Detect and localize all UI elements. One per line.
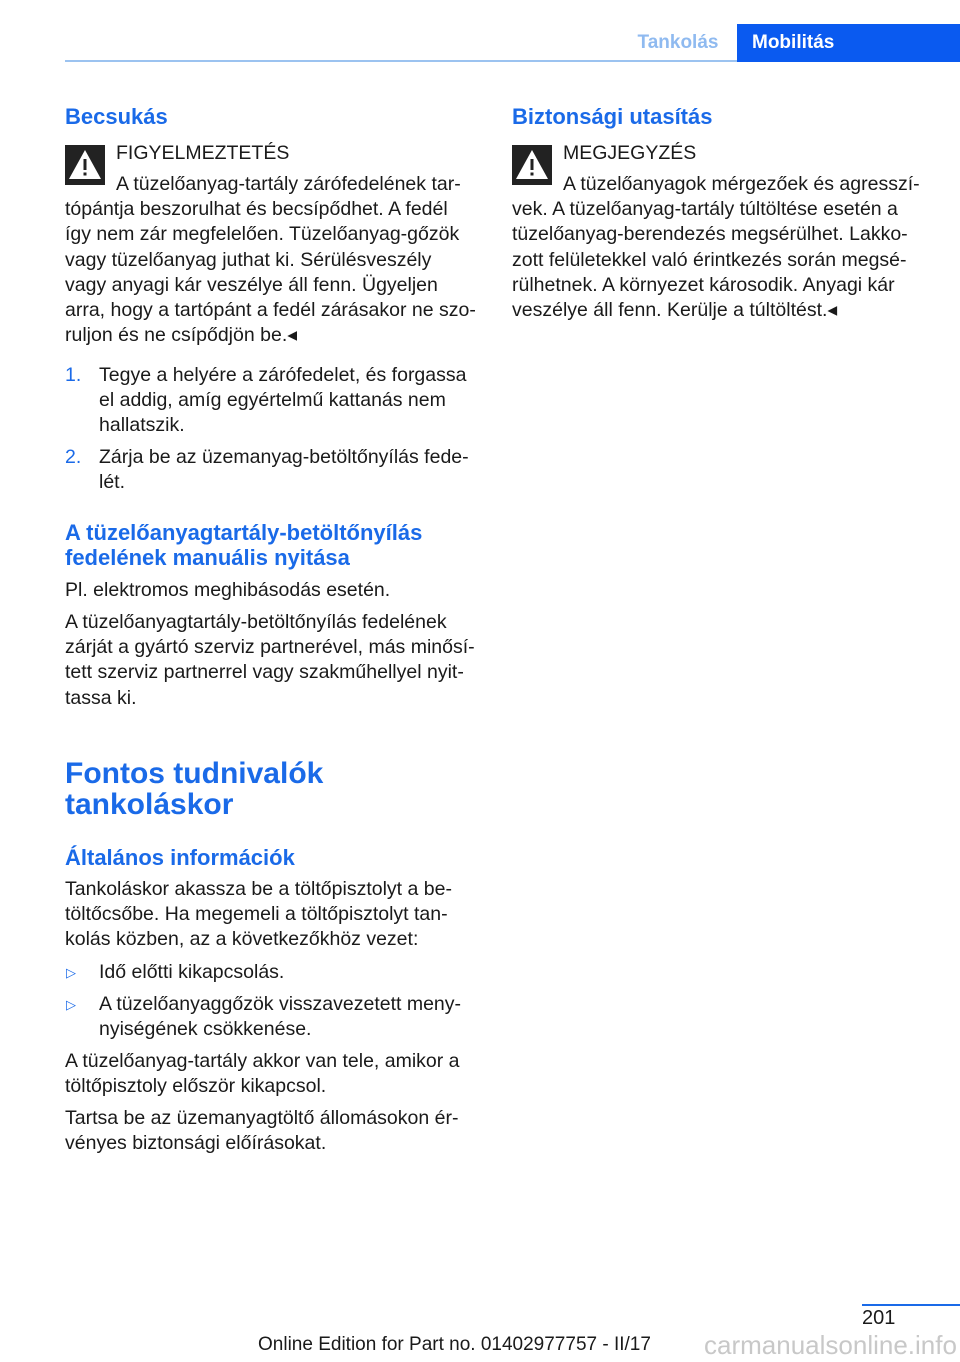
tab-tankolas[interactable]: Tankolás	[637, 32, 719, 53]
watermark: carmanualsonline.info	[704, 1330, 957, 1360]
page-number: 201	[862, 1307, 896, 1329]
paragraph: Tartsa be az üzemanyagtöltő állomásokon ér- vényes biztonsági előírásokat.	[65, 1107, 459, 1155]
step-number: 2.	[65, 446, 82, 468]
paragraph: A tüzelőanyag-tartály akkor van tele, amikor a töltőpisztoly először kikapcsol.	[65, 1050, 460, 1098]
bullet-text: A tüzelőanyaggőzök visszavezetett meny- nyiségének csökkenése.	[99, 993, 462, 1041]
tab-mobilitas[interactable]: Mobilitás	[737, 24, 960, 62]
paragraph: A tüzelőanyagtartály-betöltőnyílás fedelének zárját a gyártó szerviz partnerével, más minősí- tett szerviz partnerrel vagy szakműhellyel nyit- tassa ki.	[65, 611, 475, 709]
heading-manual-open: A tüzelőanyagtartály-betöltőnyílás fedelének manuális nyitása	[65, 520, 423, 570]
bullet-triangle-icon: ▷	[66, 965, 76, 980]
paragraph: Pl. elektromos meghibásodás esetén.	[65, 579, 391, 601]
warning-label: FIGYELMEZTETÉS	[116, 142, 290, 164]
note-text: A tüzelőanyagok mérgezőek és agresszí- vek. A tüzelőanyag-tartály túltöltése esetén a tüzelőanyag-berendezés megsérülhet. Lakko- zott felületekkel való érintkezés során megsé- rülhetnek. A környezet károsodik. Anyagi kár veszélye áll fenn. Kerülje a túltöltést.◂	[512, 173, 920, 322]
section-title: Fontos tudnivalók tankoláskor	[65, 757, 324, 821]
heading-safety: Biztonsági utasítás	[512, 104, 713, 129]
heading-close: Becsukás	[65, 104, 168, 129]
bullet-triangle-icon: ▷	[66, 997, 76, 1012]
warning-text: A tüzelőanyag-tartály zárófedelének tar- tópántja beszorulhat és becsípődhet. A fedél így nem zár megfelelően. Tüzelőanyag-gőzök vagy tüzelőanyag juthat ki. Sérülésveszély vagy anyagi kár veszélye áll fenn. Ügyeljen arra, hogy a tartópánt a fedél zárásakor ne szo- ruljon és ne csípődjön be.◂	[65, 173, 476, 347]
note-label: MEGJEGYZÉS	[563, 142, 697, 164]
step-text: Tegye a helyére a zárófedelet, és forgassa el addig, amíg egyértelmű kattanás nem hallatszik.	[99, 364, 467, 437]
bullet-text: Idő előtti kikapcsolás.	[99, 961, 285, 983]
page-number-rule	[862, 1304, 960, 1306]
paragraph: Tankoláskor akassza be a töltőpisztolyt a be- töltőcsőbe. Ha megemeli a töltőpisztolyt tan- kolás közben, az a következőkhöz vezet:	[65, 878, 452, 951]
heading-general: Általános információk	[65, 845, 295, 870]
step-text: Zárja be az üzemanyag-betöltőnyílás fede- lét.	[99, 446, 469, 494]
footer-edition: Online Edition for Part no. 01402977757 - II/17	[258, 1334, 651, 1355]
step-number: 1.	[65, 364, 82, 386]
